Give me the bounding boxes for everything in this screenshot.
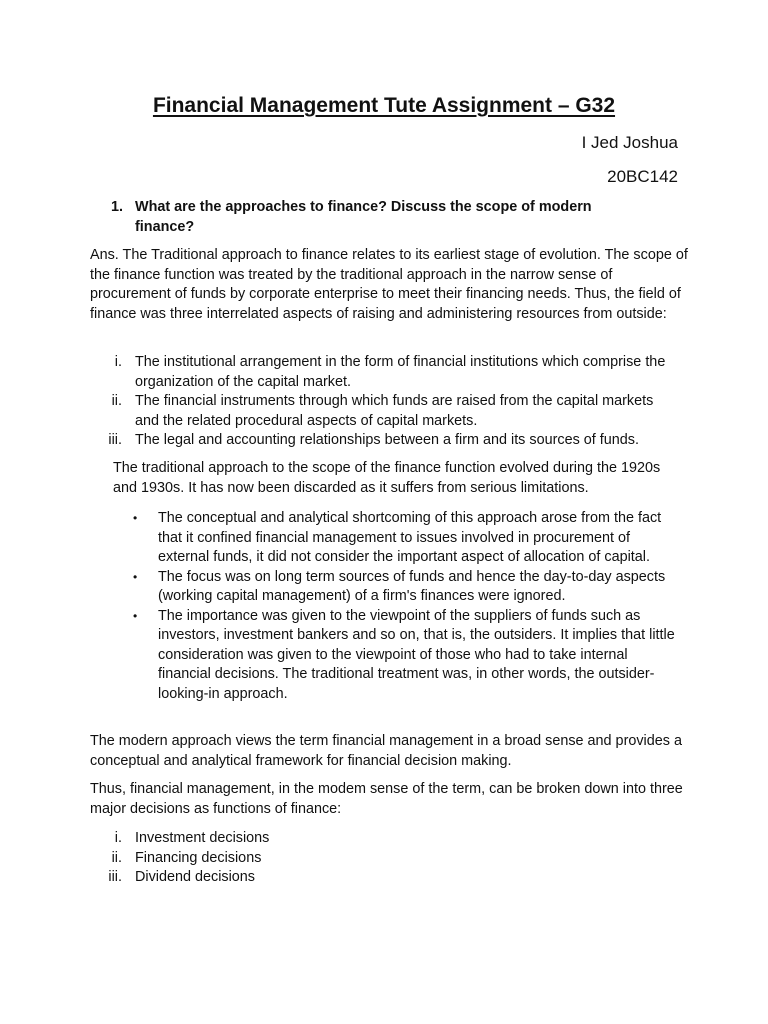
bullet-icon: • (133, 511, 138, 525)
modern-approach-paragraph: The modern approach views the term financial management in a broad sense and provides a conceptual and analytical framework for financial decision making. (90, 733, 682, 769)
list-item-text: Financing decisions (135, 849, 262, 866)
list-item-number: iii. (108, 432, 122, 448)
list-item-number: i. (114, 354, 122, 370)
list-item (90, 353, 680, 392)
list-item-text: The legal and accounting relationships between a firm and its sources of funds. (135, 432, 639, 448)
list-item (133, 568, 678, 607)
author-name: I Jed Joshua (581, 133, 678, 152)
list-item-text: The focus was on long term sources of funds and hence the day-to-day aspects (working capital management) of a firm's finances were ignored. (158, 568, 666, 604)
list-item (90, 868, 680, 888)
roll-number: 20BC142 (607, 167, 678, 186)
question-number: 1. (111, 199, 124, 215)
decisions-intro-paragraph: Thus, financial management, in the modem sense of the term, can be broken down into three major decisions as functions of finance: (90, 781, 683, 817)
list-item-text: The institutional arrangement in the form of financial institutions which comprise the organization of the capital market. (135, 354, 666, 390)
question-heading (111, 198, 631, 237)
document-title: Financial Management Tute Assignment – G32 (152, 94, 616, 117)
aspects-list (90, 353, 680, 451)
question-text: What are the approaches to finance? Discuss the scope of modern finance? (135, 199, 592, 235)
list-item-text: Investment decisions (135, 830, 270, 846)
list-item-text: Dividend decisions (135, 869, 255, 885)
answer-intro-paragraph: Ans. The Traditional approach to finance relates to its earliest stage of evolution. The scope of the finance function was treated by the traditional approach in the narrow sense of procurement of funds by corporate enterprise to meet their financing needs. Thus, the field of finance was three interrelated aspects of raising and administering resources from outside: (90, 247, 688, 322)
list-item (133, 607, 678, 705)
decisions-list (90, 829, 680, 888)
list-item-number: ii. (111, 849, 122, 866)
list-item-number: i. (114, 830, 122, 846)
list-item-number: iii. (108, 869, 122, 885)
list-item-text: The importance was given to the viewpoint of the suppliers of funds such as investors, investment bankers and so on, that is, the outsiders. It implies that little consideration was given to the viewpoint of those who had to take internal financial decisions. The traditional treatment was, in other words, the outsider-looking-in approach. (158, 607, 675, 702)
list-item (133, 509, 678, 568)
list-item-text: The conceptual and analytical shortcoming of this approach arose from the fact that it confined financial management to issues involved in procurement of external funds, it did not consider the important aspect of allocation of capital. (158, 510, 662, 565)
list-item (90, 849, 680, 869)
list-item-number: ii. (111, 393, 122, 409)
traditional-approach-paragraph: The traditional approach to the scope of the finance function evolved during the 1920s and 1930s. It has now been discarded as it suffers from serious limitations. (113, 460, 661, 496)
bullet-icon: • (133, 608, 138, 623)
list-item-text: The financial instruments through which funds are raised from the capital markets and the related procedural aspects of capital markets. (135, 393, 654, 429)
limitations-list (133, 509, 678, 704)
list-item (90, 829, 680, 849)
bullet-icon: • (133, 569, 138, 584)
list-item (90, 431, 680, 451)
list-item (90, 392, 680, 431)
